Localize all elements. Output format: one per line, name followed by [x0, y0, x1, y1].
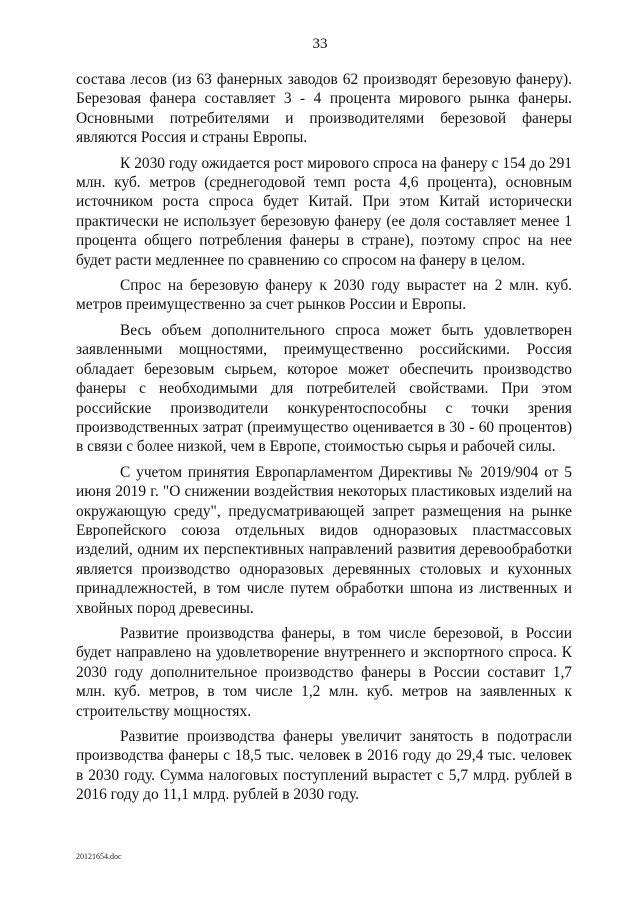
paragraph-demand-forecast: К 2030 году ожидается рост мирового спроса на фанеру с 154 до 291 млн. куб. метров (среднегодовой темп роста 4,6 процента), основным источником роста спроса будет Китай. При этом Китай исторически практически не использует березовую фанеру (ее доля составляет менее 1 процента общего потребления фанеры в стране), поэтому спрос на нее будет расти медленнее по сравнению со спросом на фанеру в целом.	[76, 154, 572, 269]
paragraph-birch-demand: Спрос на березовую фанеру к 2030 году вырастет на 2 млн. куб. метров преимущественно за счет рынков России и Европы.	[76, 277, 572, 314]
paragraph-employment-taxes: Развитие производства фанеры увеличит занятость в подотрасли производства фанеры с 18,5 тыс. человек в 2016 году до 29,4 тыс. человек в 2030 году. Сумма налоговых поступлений вырастет с 5,7 млрд. рублей в 2016 году до 11,1 млрд. рублей в 2030 году.	[76, 728, 572, 804]
document-file-code: 20121654.doc	[76, 852, 122, 861]
paragraph-production-development: Развитие производства фанеры, в том числе березовой, в России будет направлено на удовлетворение внутреннего и экспортного спроса. К 2030 году дополнительное производство фанеры в России составит 1,7 млн. куб. метров, в том числе 1,2 млн. куб. метров на заявленных к строительству мощностях.	[76, 624, 572, 720]
document-body	[76, 70, 572, 811]
paragraph-continuation: состава лесов (из 63 фанерных заводов 62 производят березовую фанеру). Березовая фанера составляет 3 - 4 процента мирового рынка фанеры. Основными потребителями и производителями березовой фанеры являются Россия и страны Европы.	[76, 71, 572, 147]
page-number: 33	[312, 36, 328, 52]
paragraph-capacity: Весь объем дополнительного спроса может быть удовлетворен заявленными мощностями, преимущественно российскими. Россия обладает березовым сырьем, которое может обеспечить производство фанеры с необходимыми для потребителей свойствами. При этом российские производители конкурентоспособны с точки зрения производственных затрат (преимущество оценивается в 30 - 60 процентов) в связи с более низкой, чем в Европе, стоимостью сырья и рабочей силы.	[76, 321, 572, 456]
paragraph-eu-directive: С учетом принятия Европарламентом Директивы № 2019/904 от 5 июня 2019 г. "О снижении воздействия некоторых пластиковых изделий на окружающую среду", предусматривающей запрет размещения на рынке Европейского союза отдельных видов одноразовых пластмассовых изделий, одним их перспективных направлений развития деревообработки является производство одноразовых деревянных столовых и кухонных принадлежностей, в том числе путем обработки шпона из лиственных и хвойных пород древесины.	[76, 463, 572, 617]
